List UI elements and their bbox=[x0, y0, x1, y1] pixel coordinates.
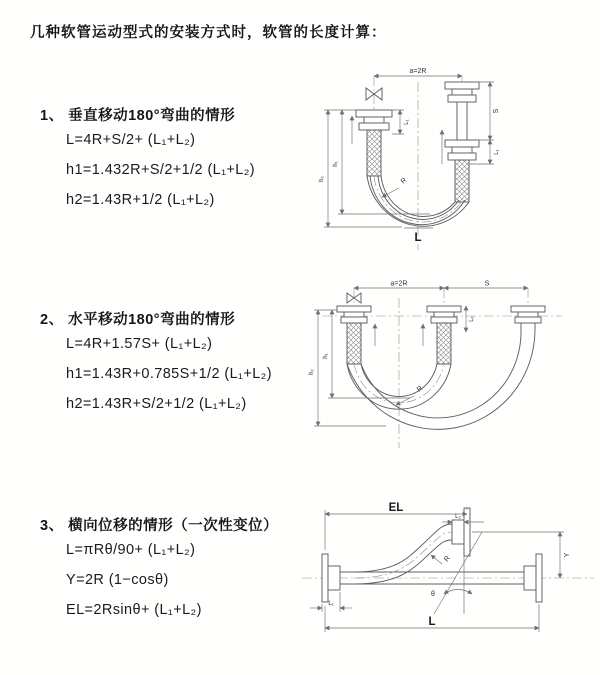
section-1-formulas bbox=[40, 125, 255, 215]
section-1-heading: 1、 垂直移动180°弯曲的情形 bbox=[40, 108, 236, 124]
radius-label: R bbox=[415, 384, 425, 394]
formula-line: h1=1.43R+0.785S+1/2 (L₁+L₂) bbox=[66, 366, 272, 382]
page-title: 几种软管运动型式的安装方式时，软管的长度计算： bbox=[30, 25, 387, 41]
dim-label-l1: L₁ bbox=[328, 601, 334, 607]
braided-hose-section bbox=[455, 160, 469, 202]
formula-line: h1=1.432R+S/2+1/2 (L₁+L₂) bbox=[66, 162, 256, 178]
dim-label-y: Y bbox=[564, 552, 571, 558]
angle-label-theta: θ bbox=[431, 591, 435, 598]
pipe-stem bbox=[457, 102, 467, 140]
section-lateral-displacement bbox=[40, 514, 278, 625]
left-flange bbox=[322, 554, 340, 602]
center-flange bbox=[427, 306, 461, 323]
section-horizontal-movement bbox=[40, 308, 272, 419]
dim-label-l: L bbox=[428, 616, 436, 628]
section-3-heading: 3、 横向位移的情形（一次性变位） bbox=[40, 518, 279, 534]
braided-hose-section bbox=[367, 130, 381, 176]
left-flange bbox=[356, 110, 392, 130]
section-2-heading: 2、 水平移动180°弯曲的情形 bbox=[40, 312, 236, 328]
formula-line: L=πRθ/90+ (L₁+L₂) bbox=[66, 542, 196, 558]
dim-label-l1-right: L₁ bbox=[494, 149, 500, 155]
formula-line: EL=2Rsinθ+ (L₁+L₂) bbox=[66, 602, 202, 618]
dim-label-s: S bbox=[484, 280, 490, 288]
formula-line: h2=1.43R+S/2+1/2 (L₁+L₂) bbox=[66, 396, 247, 412]
dim-label-h1: h₁ bbox=[323, 353, 329, 359]
formula-line: h2=1.43R+1/2 (L₁+L₂) bbox=[66, 192, 215, 208]
section-2-formulas bbox=[40, 329, 272, 419]
hose-u-bend bbox=[367, 176, 469, 226]
dim-label-s: S bbox=[493, 108, 500, 114]
formula-line: L=4R+1.57S+ (L₁+L₂) bbox=[66, 336, 213, 352]
right-lower-flange bbox=[445, 140, 479, 160]
radius-label: R bbox=[443, 554, 452, 564]
diagram-horizontal-180-bend bbox=[306, 280, 600, 462]
radius-label: R bbox=[399, 176, 409, 186]
formula-line: Y=2R (1−cosθ) bbox=[66, 572, 169, 588]
hose-displaced-position bbox=[354, 508, 470, 584]
dim-label-a2r: a=2R bbox=[390, 280, 408, 288]
dim-label-l1: L₁ bbox=[469, 316, 475, 322]
dim-label-l2: L₂ bbox=[455, 514, 461, 520]
diagram-lateral-displacement bbox=[296, 498, 600, 640]
extension-line bbox=[392, 110, 404, 134]
braided-hose-section bbox=[347, 323, 361, 364]
dim-label-el: EL bbox=[388, 502, 404, 514]
section-vertical-movement bbox=[40, 104, 255, 215]
formula-line: L=4R+S/2+ (L₁+L₂) bbox=[66, 132, 196, 148]
extension-line bbox=[354, 288, 528, 306]
length-label: L bbox=[414, 232, 422, 244]
left-flange bbox=[337, 306, 371, 323]
dim-label-h2: h₂ bbox=[309, 369, 315, 375]
moved-position-flange bbox=[511, 306, 545, 330]
dim-label-h1: h₁ bbox=[333, 161, 339, 167]
dim-label-l1-left: L₁ bbox=[404, 119, 410, 125]
radius-leader-arrow bbox=[431, 555, 442, 564]
right-upper-flange bbox=[445, 82, 479, 102]
braided-hose-section bbox=[437, 323, 451, 364]
section-3-formulas bbox=[40, 535, 278, 625]
dim-label-a2r: a=2R bbox=[409, 68, 427, 75]
dim-label-h2: h₂ bbox=[319, 176, 325, 182]
diagram-vertical-180-bend bbox=[312, 64, 552, 264]
